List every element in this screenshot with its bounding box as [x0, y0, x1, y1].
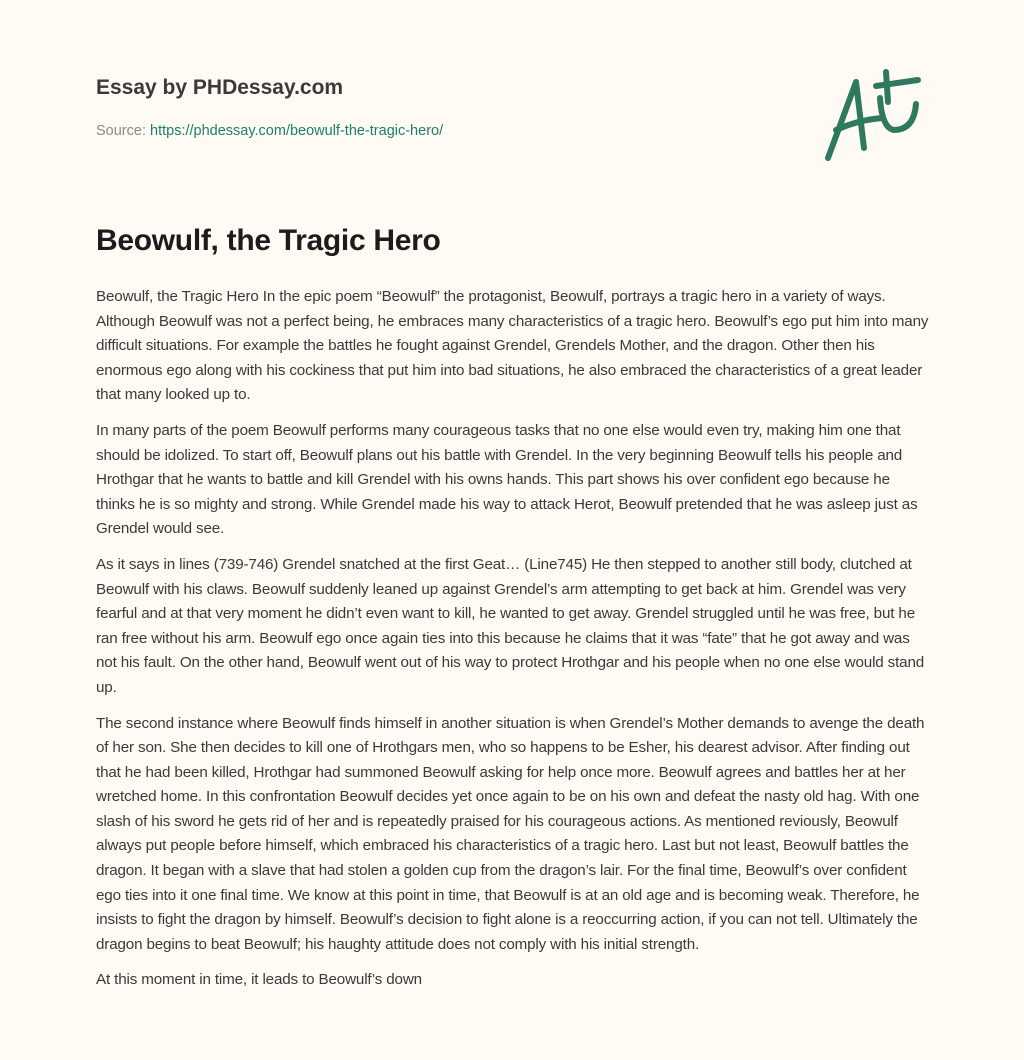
- paragraph: The second instance where Beowulf finds himself in another situation is when Grendel’s Mother demands to avenge the death of her son. She then decides to kill one of Hrothgars men, who so happens to be Esher, his dearest advisor. After finding out that he had been killed, Hrothgar had summoned Beowulf asking for help once more. Beowulf agrees and battles her at her wretched home. In this confrontation Beowulf decides yet once again to be on his own and defeat the nasty old hag. With one slash of his sword he gets rid of her and is repeatedly praised for his courageous actions. As mentioned reviously, Beowulf always put people before himself, which embraced his characteristics of a tragic hero. Last but not least, Beowulf battles the dragon. It began with a slave that had stolen a golden cup from the dragon’s lair. For the final time, Beowulf’s over confident ego ties into it one final time. We know at this point in time, that Beowulf is at an old age and is becoming weak. Therefore, he insists to fight the dragon by himself. Beowulf’s decision to fight alone is a reoccurring action, if you can not tell. Ultimately the dragon begins to beat Beowulf; his haughty attitude does not comply with his initial strength.: [96, 714, 925, 953]
- paragraph: Beowulf, the Tragic Hero In the epic poem “Beowulf” the protagonist, Beowulf, portrays a tragic hero in a variety of ways. Although Beowulf was not a perfect being, he embraces many characteristics of a tragic hero. Beowulf’s ego put him into many difficult situations. For example the battles he fought against Grendel, Grendels Mother, and the dragon. Other then his enormous ego along with his cockiness that put him into bad situations, he also embraced the characteristics of a great leader that many looked up to.: [96, 288, 929, 404]
- brand-title: Essay by PHDessay.com: [96, 76, 344, 99]
- source-link[interactable]: https://phdessay.com/beowulf-the-tragic-hero/: [150, 123, 444, 139]
- source-line: [96, 123, 443, 139]
- source-label: Source:: [96, 123, 146, 139]
- article-title: Beowulf, the Tragic Hero: [96, 224, 441, 257]
- a-plus-logo: [818, 68, 930, 168]
- article-body: [96, 285, 932, 1004]
- paragraph: At this moment in time, it leads to Beowulf’s down: [96, 971, 422, 989]
- paragraph: In many parts of the poem Beowulf performs many courageous tasks that no one else would even try, making him one that should be idolized. To start off, Beowulf plans out his battle with Grendel. In the very beginning Beowulf tells his people and Hrothgar that he wants to battle and kill Grendel with his owns hands. This part shows his over confident ego because he thinks he is so mighty and strong. While Grendel made his way to attack Herot, Beowulf pretended that he was asleep just as Grendel would see.: [96, 421, 918, 538]
- paragraph: As it says in lines (739-746) Grendel snatched at the first Geat… (Line745) He then stepped to another still body, clutched at Beowulf with his claws. Beowulf suddenly leaned up against Grendel’s arm attempting to get back at him. Grendel was very fearful and at that very moment he didn’t even want to kill, he wanted to get away. Grendel struggled until he was free, but he ran free without his arm. Beowulf ego once again ties into this because he claims that it was “fate” that he got away and was not his fault. On the other hand, Beowulf went out of his way to protect Hrothgar and his people when no one else would stand up.: [96, 555, 925, 696]
